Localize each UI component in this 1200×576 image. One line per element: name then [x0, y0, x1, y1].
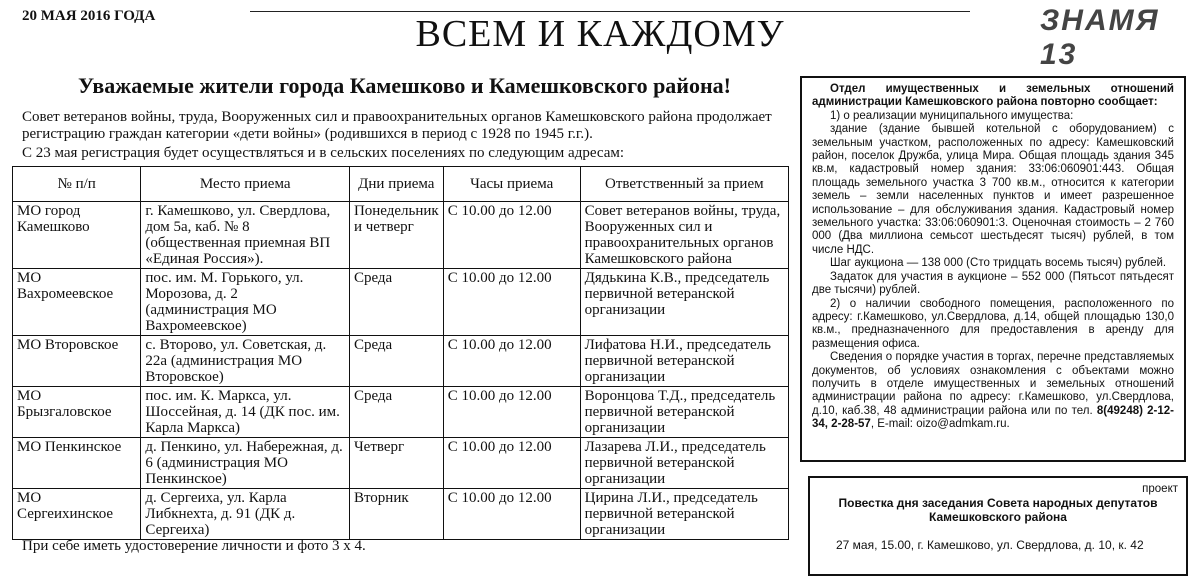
cell-days: Среда — [349, 269, 443, 336]
cell-days: Среда — [349, 387, 443, 438]
cell-place: с. Второво, ул. Советская, д. 22а (администрация МО Второвское) — [141, 336, 350, 387]
notice-item1-body: здание (здание бывшей котельной с оборудованием) с земельным участком, расположенных по адресу: Камешковский район, поселок Дружба, улица Мира. Общая площадь здания 345 кв.м, кадастровый номер здания: 33:06:060901:443. Общая площадь земельного участка 3 700 кв.м., относится к категории земель – земли населенных пунктов и имеет разрешенное использование – для обслуживания здания. Кадастровый номер земельного участка: 33:06:060901:3. Оценочная стоимость – 2 760 000 (Два миллиона семьсот шестьдесят тысяч) рублей, в том числе НДС. — [812, 123, 1174, 256]
col-hours: Часы приема — [443, 167, 580, 202]
notice-info — [812, 351, 1174, 431]
newspaper-brand: ЗНАМЯ 13 — [1040, 4, 1160, 71]
col-days: Дни приема — [349, 167, 443, 202]
property-notice-box — [800, 76, 1186, 462]
table-row — [13, 489, 789, 540]
cell-municipality: МО Пенкинское — [13, 438, 141, 489]
cell-days: Понедельник и четверг — [349, 202, 443, 269]
section-title: ВСЕМ И КАЖДОМУ — [415, 13, 785, 55]
table-row — [13, 438, 789, 489]
notice-phone: 8(49248) 2-12-34, 2-28-57 — [812, 404, 1175, 431]
col-responsible: Ответственный за прием — [580, 167, 788, 202]
col-number: № п/п — [13, 167, 141, 202]
cell-municipality: МО Вахромеевское — [13, 269, 141, 336]
cell-hours: С 10.00 до 12.00 — [443, 438, 580, 489]
issue-date: 20 МАЯ 2016 ГОДА — [22, 8, 156, 24]
table-row — [13, 269, 789, 336]
notice-auction-step: Шаг аукциона — 138 000 (Сто тридцать восемь тысяч) рублей. — [830, 257, 1167, 270]
cell-responsible: Лифатова Н.И., председатель первичной ветеранской организации — [580, 336, 788, 387]
cell-hours: С 10.00 до 12.00 — [443, 387, 580, 438]
cell-days: Среда — [349, 336, 443, 387]
agenda-box — [808, 476, 1188, 576]
col-place: Место приема — [141, 167, 350, 202]
article-footer-note: При себе иметь удостоверение личности и фото 3 х 4. — [22, 538, 366, 554]
agenda-date-line: 27 мая, 15.00, г. Камешково, ул. Свердлова, д. 10, к. 42 — [836, 538, 1144, 552]
cell-municipality: МО Второвское — [13, 336, 141, 387]
notice-info-text: Сведения о порядке участия в торгах, перечне представляемых документов, об условиях ознакомления с объектами можно получить в отделе имущественных и земельных отношений администрации района по адресу: г.Камешково, ул.Свердлова, д.10, каб.38, 48 администрации района или по тел. — [812, 351, 1174, 417]
cell-responsible: Дядькина К.В., председатель первичной ветеранской организации — [580, 269, 788, 336]
cell-hours: С 10.00 до 12.00 — [443, 489, 580, 540]
cell-place: д. Сергеиха, ул. Карла Либкнехта, д. 91 (ДК д. Сергеиха) — [141, 489, 350, 540]
notice-heading: Отдел имущественных и земельных отношений администрации Камешковского района повторно сообщает: — [812, 83, 1174, 109]
cell-place: пос. им. К. Маркса, ул. Шоссейная, д. 14 (ДК пос. им. Карла Маркса) — [141, 387, 350, 438]
cell-days: Вторник — [349, 489, 443, 540]
table-row — [13, 387, 789, 438]
registration-table — [12, 166, 789, 540]
notice-item2: 2) о наличии свободного помещения, расположенного по адресу: г.Камешково, ул.Свердлова, д.14, общей площадью 130,0 кв.м., предназначенного для предоставления в аренду для размещения офиса. — [812, 297, 1174, 350]
cell-municipality: МО Сергеихинское — [13, 489, 141, 540]
cell-responsible: Цирина Л.И., председатель первичной ветеранской организации — [580, 489, 788, 540]
cell-place: пос. им. М. Горького, ул. Морозова, д. 2 (администрация МО Вахромеевское) — [141, 269, 350, 336]
cell-hours: С 10.00 до 12.00 — [443, 269, 580, 336]
article-para-2: С 23 мая регистрация будет осуществляться и в сельских поселениях по следующим адресам: — [22, 145, 625, 161]
notice-email: , E-mail: oizo@admkam.ru. — [870, 418, 1010, 431]
cell-municipality: МО Брызгаловское — [13, 387, 141, 438]
cell-responsible: Лазарева Л.И., председатель первичной ветеранской организации — [580, 438, 788, 489]
agenda-title: Повестка дня заседания Совета народных депутатов Камешковского района — [838, 496, 1158, 524]
cell-place: г. Камешково, ул. Свердлова, дом 5а, каб. № 8 (общественная приемная ВП «Единая Россия»). — [141, 202, 350, 269]
table-header-row — [13, 167, 789, 202]
article-para-1: Совет ветеранов войны, труда, Вооруженных сил и правоохранительных органов Камешковского района продолжает регистрацию граждан категории «дети войны» (родившихся в период с 1928 по 1945 г.г.). — [22, 109, 772, 142]
article-headline: Уважаемые жители города Камешково и Камешковского района! — [78, 73, 731, 98]
cell-municipality: МО город Камешково — [13, 202, 141, 269]
cell-responsible: Совет ветеранов войны, труда, Вооруженных сил и правоохранительных органов Камешковского района — [580, 202, 788, 269]
draft-label: проект — [1142, 483, 1178, 495]
table-row — [13, 336, 789, 387]
notice-deposit: Задаток для участия в аукционе – 552 000 (Пятьсот пятьдесят две тысячи) рублей. — [812, 270, 1174, 297]
cell-place: д. Пенкино, ул. Набережная, д. 6 (администрация МО Пенкинское) — [141, 438, 350, 489]
cell-hours: С 10.00 до 12.00 — [443, 336, 580, 387]
cell-hours: С 10.00 до 12.00 — [443, 202, 580, 269]
cell-days: Четверг — [349, 438, 443, 489]
table-row — [13, 202, 789, 269]
notice-item1-title: 1) о реализации муниципального имущества: — [830, 109, 1074, 122]
cell-responsible: Воронцова Т.Д., председатель первичной ветеранской организации — [580, 387, 788, 438]
